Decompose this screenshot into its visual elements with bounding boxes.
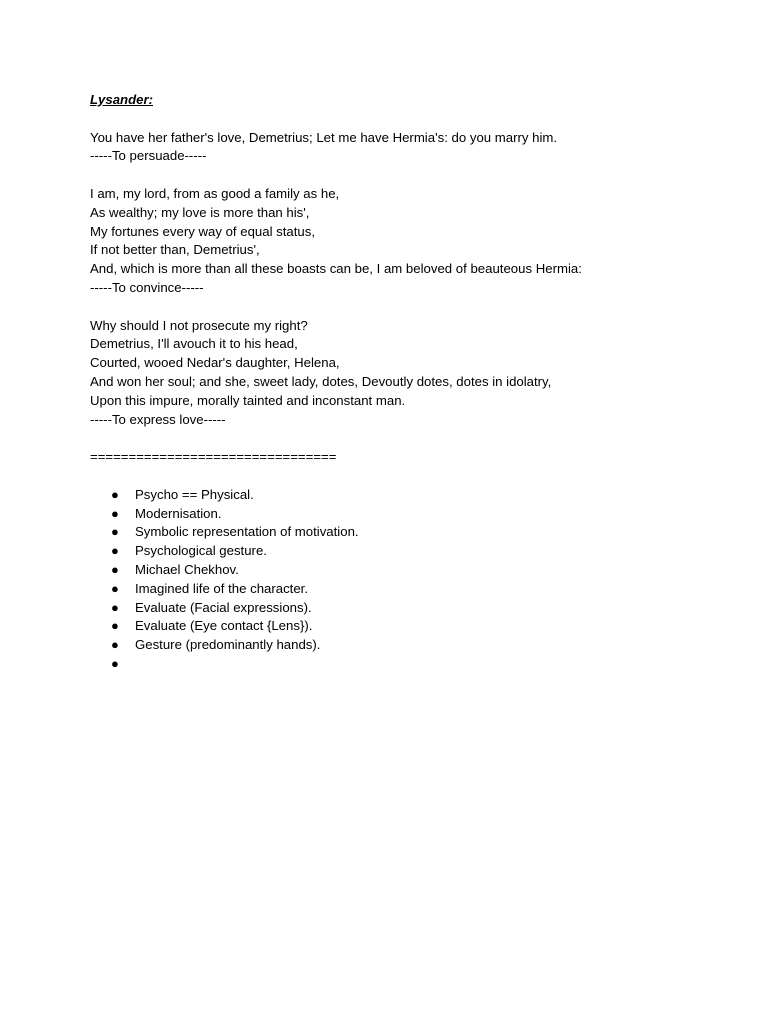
section-marker: -----To convince----- <box>90 279 204 295</box>
bullet-icon: ● <box>111 580 119 596</box>
bullet-icon: ● <box>111 599 119 615</box>
text-line: I am, my lord, from as good a family as he, <box>90 185 340 201</box>
divider-line: ================================ <box>90 449 337 465</box>
list-item <box>90 523 730 542</box>
text-line: As wealthy; my love is more than his', <box>90 204 310 220</box>
list-item-text: Evaluate (Eye contact {Lens}). <box>135 618 313 634</box>
stanza-2 <box>90 185 730 298</box>
text-line: You have her father's love, Demetrius; Let me have Hermia's: do you marry him. <box>90 129 558 145</box>
text-line: Why should I not prosecute my right? <box>90 317 308 333</box>
list-item-text: Symbolic representation of motivation. <box>135 524 359 540</box>
list-item <box>90 617 730 636</box>
bullet-icon: ● <box>111 524 119 540</box>
bullet-icon: ● <box>111 655 119 671</box>
text-line: My fortunes every way of equal status, <box>90 223 316 239</box>
list-item <box>90 505 730 524</box>
list-item <box>90 599 730 618</box>
text-line: Courted, wooed Nedar's daughter, Helena, <box>90 355 340 371</box>
section-marker: -----To express love----- <box>90 411 226 427</box>
bullet-icon: ● <box>111 637 119 653</box>
bullet-icon: ● <box>111 543 119 559</box>
document-body <box>90 91 730 674</box>
list-item-text: Evaluate (Facial expressions). <box>135 599 312 615</box>
text-line: And, which is more than all these boasts can be, I am beloved of beauteous Hermia: <box>90 261 582 277</box>
notes-list <box>90 486 730 674</box>
list-item-text: Psycho == Physical. <box>135 486 254 502</box>
list-item-text: Modernisation. <box>135 505 222 521</box>
stanza-3 <box>90 317 730 430</box>
bullet-icon: ● <box>111 618 119 634</box>
bullet-icon: ● <box>111 486 119 502</box>
list-item <box>90 542 730 561</box>
list-item-text: Gesture (predominantly hands). <box>135 637 321 653</box>
speaker-heading: Lysander: <box>90 92 154 107</box>
text-line: And won her soul; and she, sweet lady, dotes, Devoutly dotes, dotes in idolatry, <box>90 373 552 389</box>
text-line: Demetrius, I'll avouch it to his head, <box>90 336 298 352</box>
list-item-text: Michael Chekhov. <box>135 561 239 577</box>
list-item <box>90 486 730 505</box>
list-item-text: Psychological gesture. <box>135 543 267 559</box>
text-line: Upon this impure, morally tainted and inconstant man. <box>90 392 406 408</box>
text-line: If not better than, Demetrius', <box>90 242 260 258</box>
list-item <box>90 561 730 580</box>
stanza-1 <box>90 129 730 167</box>
list-item <box>90 580 730 599</box>
bullet-icon: ● <box>111 505 119 521</box>
bullet-icon: ● <box>111 561 119 577</box>
list-item <box>90 636 730 655</box>
list-item-text: Imagined life of the character. <box>135 580 309 596</box>
section-marker: -----To persuade----- <box>90 148 207 164</box>
list-item <box>90 655 730 674</box>
